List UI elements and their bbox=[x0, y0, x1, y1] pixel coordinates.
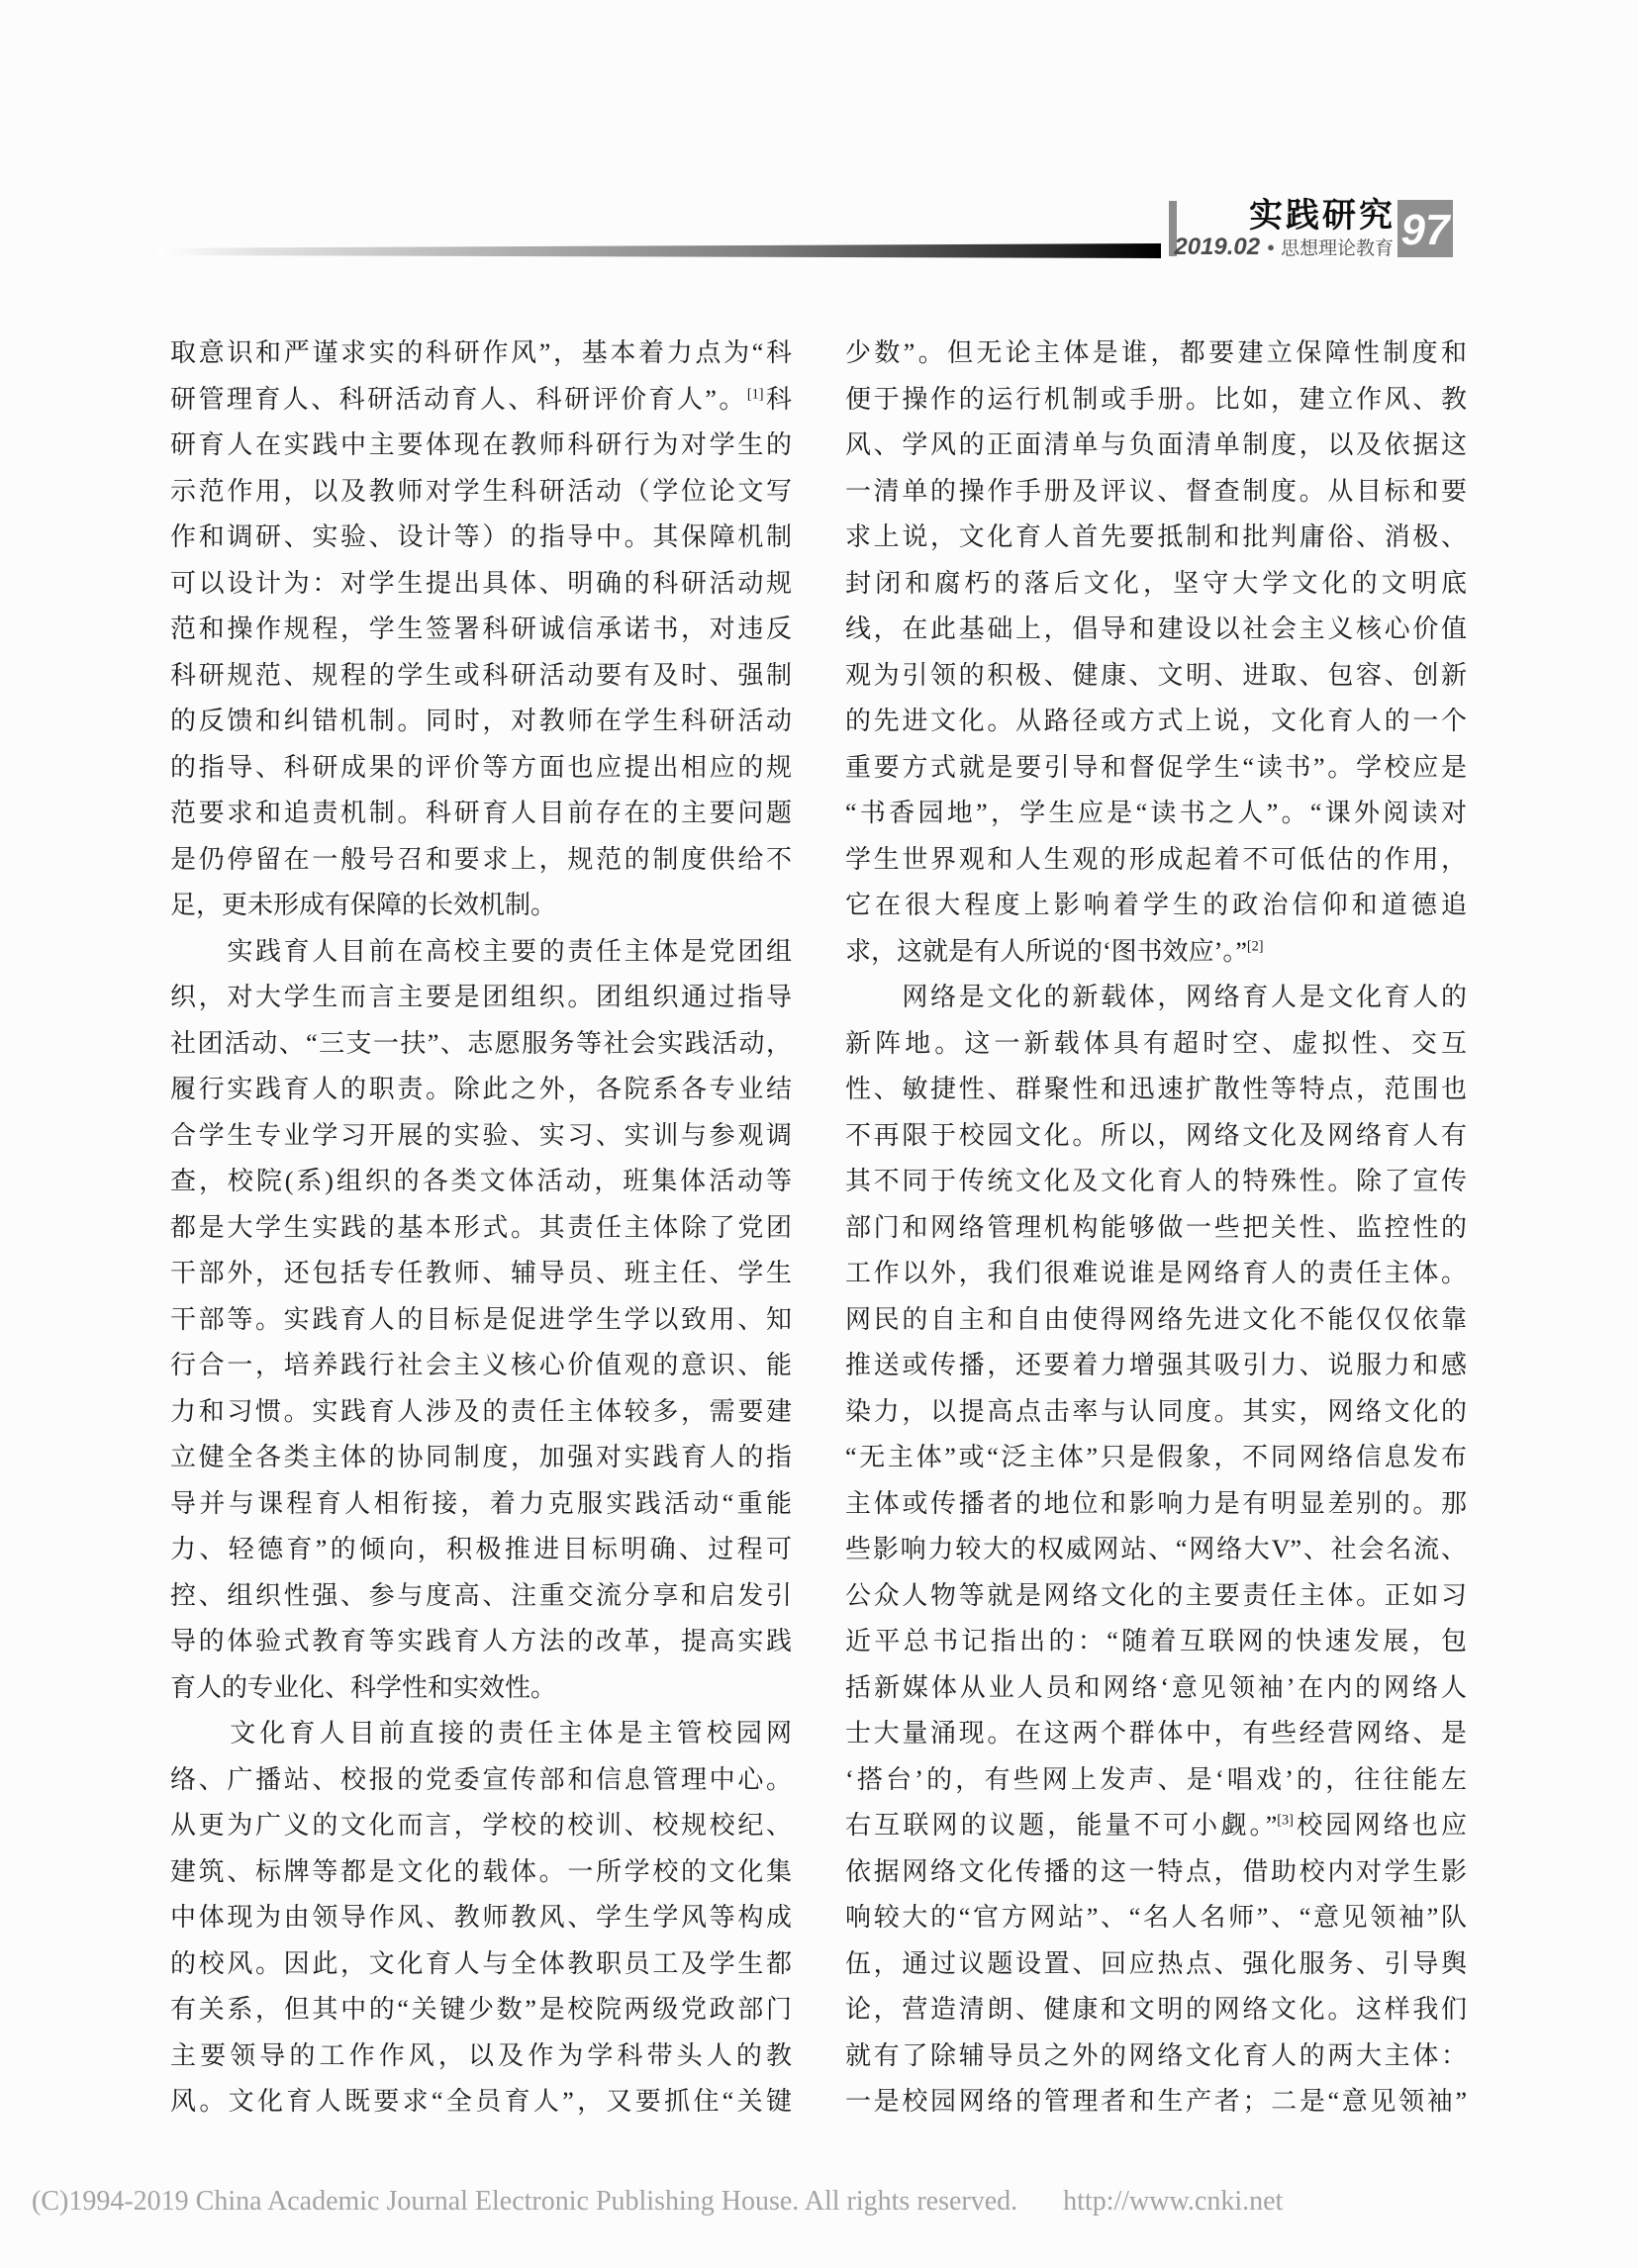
text-line: 合学生专业学习开展的实验、实习、实训与参观调 bbox=[170, 1120, 792, 1150]
issue-date: 2019.02 bbox=[1174, 234, 1261, 260]
text-line: 封闭和腐朽的落后文化，坚守大学文化的文明底 bbox=[845, 568, 1467, 598]
text-line: 部门和网络管理机构能够做一些把关性、监控性的 bbox=[845, 1212, 1467, 1242]
cnki-url: http://www.cnki.net bbox=[1063, 2186, 1284, 2217]
text-line: 可以设计为：对学生提出具体、明确的科研活动规 bbox=[170, 568, 792, 598]
text-line: 科研规范、规程的学生或科研活动要有及时、强制 bbox=[170, 660, 792, 690]
text-line: “书香园地”，学生应是“读书之人”。“课外阅读对 bbox=[845, 799, 1467, 827]
text-line: 网民的自主和自由使得网络先进文化不能仅仅依靠 bbox=[845, 1304, 1467, 1334]
text-line: 足，更未形成有保障的长效机制。 bbox=[170, 891, 557, 919]
text-line: 近平总书记指出的：“随着互联网的快速发展，包 bbox=[845, 1627, 1467, 1655]
text-line: 从更为广义的文化而言，学校的校训、校规校纪、 bbox=[170, 1811, 792, 1840]
text-line: 一清单的操作手册及评议、督查制度。从目标和要 bbox=[845, 476, 1467, 506]
text-line: 育人的专业化、科学性和实效性。 bbox=[170, 1672, 557, 1702]
text-line: 风。文化育人既要求“全员育人”，又要抓住“关键 bbox=[170, 2087, 792, 2116]
text-line: 少数”。但无论主体是谁，都要建立保障性制度和 bbox=[845, 338, 1467, 367]
bullet-icon: ● bbox=[1267, 239, 1275, 254]
text-line: 的先进文化。从路径或方式上说，文化育人的一个 bbox=[845, 707, 1467, 735]
text-line: 络、广播站、校报的党委宣传部和信息管理中心。 bbox=[170, 1764, 792, 1794]
text-line: 不再限于校园文化。所以，网络文化及网络育人有 bbox=[845, 1120, 1467, 1150]
text-line: 力、轻德育”的倾向，积极推进目标明确、过程可 bbox=[170, 1535, 792, 1563]
section-title: 实践研究 bbox=[1249, 197, 1396, 235]
text-line: 文化育人目前直接的责任主体是主管校园网 bbox=[170, 1719, 792, 1748]
text-line: 示范作用，以及教师对学生科研活动（学位论文写 bbox=[170, 476, 792, 506]
issue-line bbox=[1174, 236, 1394, 259]
text-line: 研育人在实践中主要体现在教师科研行为对学生的 bbox=[170, 430, 792, 459]
text-line: 网络是文化的新载体，网络育人是文化育人的 bbox=[845, 983, 1467, 1011]
journal-name: 思想理论教育 bbox=[1280, 238, 1394, 259]
text-line: 的指导、科研成果的评价等方面也应提出相应的规 bbox=[170, 752, 792, 782]
text-line: 履行实践育人的职责。除此之外，各院系各专业结 bbox=[170, 1075, 792, 1103]
text-line: 求上说，文化育人首先要抵制和批判庸俗、消极、 bbox=[845, 522, 1467, 551]
text-line: 立健全各类主体的协同制度，加强对实践育人的指 bbox=[170, 1443, 792, 1471]
text-line: 建筑、标牌等都是文化的载体。一所学校的文化集 bbox=[170, 1856, 792, 1886]
text-line: 导的体验式教育等实践育人方法的改革，提高实践 bbox=[170, 1627, 792, 1655]
text-line: 主体或传播者的地位和影响力是有明显差别的。那 bbox=[845, 1488, 1467, 1518]
text-line: 研管理育人、科研活动育人、科研评价育人”。[1]科 bbox=[170, 384, 792, 414]
text-line: 是仍停留在一般号召和要求上，规范的制度供给不 bbox=[170, 844, 792, 874]
text-line: 一是校园网络的管理者和生产者；二是“意见领袖” bbox=[845, 2087, 1467, 2116]
text-line: 范和操作规程，学生签署科研诚信承诺书，对违反 bbox=[170, 614, 792, 643]
text-line: 实践育人目前在高校主要的责任主体是党团组 bbox=[170, 936, 792, 966]
text-line: 中体现为由领导作风、教师教风、学生学风等构成 bbox=[170, 1903, 792, 1932]
text-line: 风、学风的正面清单与负面清单制度，以及依据这 bbox=[845, 430, 1467, 459]
text-line: 推送或传播，还要着力增强其吸引力、说服力和感 bbox=[845, 1351, 1467, 1379]
text-line: 公众人物等就是网络文化的主要责任主体。正如习 bbox=[845, 1580, 1467, 1610]
text-line: 依据网络文化传播的这一特点，借助校内对学生影 bbox=[845, 1856, 1467, 1886]
text-line: 求，这就是有人所说的‘图书效应’。”[2] bbox=[845, 936, 1264, 966]
text-line: 些影响力较大的权威网站、“网络大V”、社会名流、 bbox=[845, 1535, 1467, 1563]
text-line: 便于操作的运行机制或手册。比如，建立作风、教 bbox=[845, 384, 1467, 414]
text-line: 其不同于传统文化及文化育人的特殊性。除了宣传 bbox=[845, 1167, 1467, 1195]
text-line: 论，营造清朗、健康和文明的网络文化。这样我们 bbox=[845, 1995, 1467, 2024]
text-line: 工作以外，我们很难说谁是网络育人的责任主体。 bbox=[845, 1259, 1467, 1287]
text-line: 它在很大程度上影响着学生的政治信仰和道德追 bbox=[845, 891, 1467, 919]
text-line: 士大量涌现。在这两个群体中，有些经营网络、是 bbox=[845, 1719, 1467, 1748]
header-gradient-rule bbox=[158, 243, 1161, 258]
text-line: 的反馈和纠错机制。同时，对教师在学生科研活动 bbox=[170, 707, 792, 735]
text-line: “无主体”或“泛主体”只是假象，不同网络信息发布 bbox=[845, 1443, 1467, 1471]
text-line: 社团活动、“三支一扶”、志愿服务等社会实践活动， bbox=[170, 1028, 792, 1058]
text-line: 染力，以提高点击率与认同度。其实，网络文化的 bbox=[845, 1396, 1467, 1426]
text-line: 干部等。实践育人的目标是促进学生学以致用、知 bbox=[170, 1304, 792, 1334]
text-line: 行合一，培养践行社会主义核心价值观的意识、能 bbox=[170, 1351, 792, 1379]
text-line: 有关系，但其中的“关键少数”是校院两级党政部门 bbox=[170, 1995, 792, 2024]
text-line: 伍，通过议题设置、回应热点、强化服务、引导舆 bbox=[845, 1948, 1467, 1978]
copyright-notice: (C)1994-2019 China Academic Journal Electronic Publishing House. All rights reserved. bbox=[32, 2186, 1018, 2217]
page-footer bbox=[32, 2185, 1283, 2219]
text-line: 导并与课程育人相衔接，着力克服实践活动“重能 bbox=[170, 1488, 792, 1518]
text-line: 范要求和追责机制。科研育人目前存在的主要问题 bbox=[170, 799, 792, 827]
text-line: 重要方式就是要引导和督促学生“读书”。学校应是 bbox=[845, 752, 1467, 782]
text-line: 观为引领的积极、健康、文明、进取、包容、创新 bbox=[845, 660, 1467, 690]
text-line: 主要领导的工作作风，以及作为学科带头人的教 bbox=[170, 2040, 792, 2070]
text-line: 都是大学生实践的基本形式。其责任主体除了党团 bbox=[170, 1212, 792, 1242]
text-line: 响较大的“官方网站”、“名人名师”、“意见领袖”队 bbox=[845, 1903, 1467, 1932]
text-line: 取意识和严谨求实的科研作风”，基本着力点为“科 bbox=[170, 338, 792, 367]
text-line: 就有了除辅导员之外的网络文化育人的两大主体： bbox=[845, 2040, 1467, 2070]
text-line: 的校风。因此，文化育人与全体教职员工及学生都 bbox=[170, 1948, 792, 1978]
text-line: 括新媒体从业人员和网络‘意见领袖’在内的网络人 bbox=[845, 1672, 1467, 1702]
text-line: 右互联网的议题，能量不可小觑。”[3]校园网络也应 bbox=[845, 1811, 1467, 1840]
page-number-badge: 97 bbox=[1397, 200, 1453, 257]
text-line: 力和习惯。实践育人涉及的责任主体较多，需要建 bbox=[170, 1396, 792, 1426]
text-line: 性、敏捷性、群聚性和迅速扩散性等特点，范围也 bbox=[845, 1075, 1467, 1103]
text-line: 干部外，还包括专任教师、辅导员、班主任、学生 bbox=[170, 1259, 792, 1287]
text-line: 线，在此基础上，倡导和建设以社会主义核心价值 bbox=[845, 614, 1467, 643]
text-line: 控、组织性强、参与度高、注重交流分享和启发引 bbox=[170, 1580, 792, 1610]
text-line: 织，对大学生而言主要是团组织。团组织通过指导 bbox=[170, 983, 792, 1011]
text-column-right bbox=[845, 331, 1467, 2126]
text-line: 作和调研、实验、设计等）的指导中。其保障机制 bbox=[170, 522, 792, 551]
text-line: 查，校院(系)组织的各类文体活动，班集体活动等 bbox=[170, 1167, 792, 1195]
text-line: 新阵地。这一新载体具有超时空、虚拟性、交互 bbox=[845, 1028, 1467, 1058]
text-column-left bbox=[170, 331, 792, 2126]
text-line: ‘搭台’的，有些网上发声、是‘唱戏’的，往往能左 bbox=[845, 1764, 1467, 1794]
text-line: 学生世界观和人生观的形成起着不可低估的作用， bbox=[845, 844, 1467, 874]
